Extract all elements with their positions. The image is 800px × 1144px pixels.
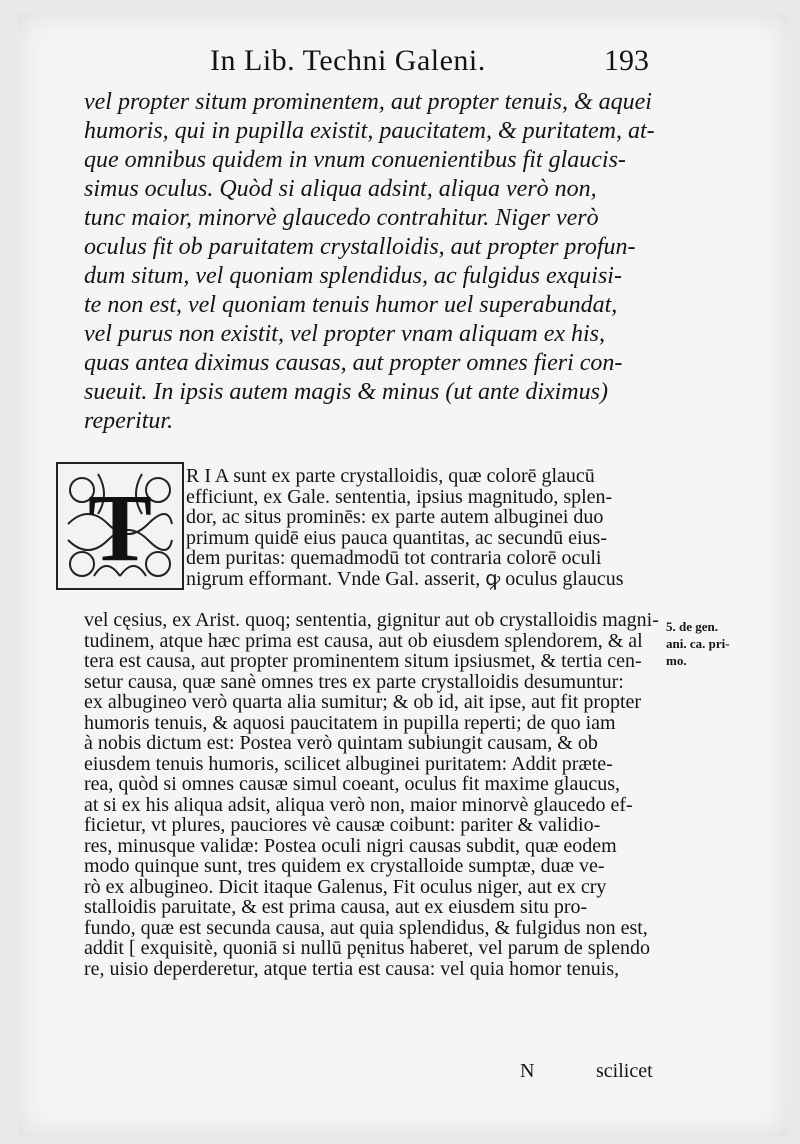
ornament-icon — [58, 464, 182, 588]
signature-mark: N — [520, 1060, 535, 1082]
text-line: addit [ exquisitè, quoniā si nullū pęnitus haberet, vel parum de splendo — [84, 937, 650, 959]
italic-line: vel purus non existit, vel propter vnam aliquam ex his, — [84, 321, 606, 347]
marginal-note-line: 5. de gen. — [666, 619, 718, 634]
italic-line: te non est, vel quoniam tenuis humor uel superabundat, — [84, 292, 618, 318]
marginal-note — [666, 618, 766, 669]
marginal-note-line: ani. ca. pri- — [666, 636, 730, 651]
body-paragraph — [84, 610, 664, 979]
italic-line: que omnibus quidem in vnum conuenientibus fit glaucis- — [84, 147, 626, 173]
text-line: rò ex albugineo. Dicit itaque Galenus, Fit oculus niger, aut ex cry — [84, 875, 607, 898]
text-line: stalloidis paruitate, & est prima causa, aut ex eiusdem situ pro- — [84, 896, 588, 918]
italic-line: humoris, qui in pupilla existit, paucitatem, & puritatem, at- — [84, 118, 655, 144]
text-line: rea, quòd si omnes causæ simul coeant, oculus fit maxime glaucus, — [84, 773, 620, 795]
italic-line: simus oculus. Quòd si aliqua adsint, aliqua verò non, — [84, 176, 597, 202]
text-line: dem puritas: quemadmodū tot contraria colorē oculi — [186, 547, 602, 569]
text-line: à nobis dictum est: Postea verò quintam subiungit causam, & ob — [84, 732, 598, 754]
dropcap-letter: T — [87, 474, 153, 581]
italic-line: oculus fit ob paruitatem crystalloidis, aut propter profun- — [84, 234, 636, 260]
text-line: R I A sunt ex parte crystalloidis, quæ colorē glaucū — [186, 465, 595, 487]
text-line: primum quidē eius pauca quantitas, ac secundū eius- — [186, 526, 607, 549]
text-line: tudinem, atque hæc prima est causa, aut ob eiusdem splendorem, & al — [84, 629, 643, 652]
decorated-initial — [56, 462, 184, 590]
text-line: vel cęsius, ex Arist. quoq; sententia, gignitur aut ob crystalloidis magni- — [84, 609, 659, 631]
italic-line: vel propter situm prominentem, aut propter tenuis, & aquei — [84, 89, 652, 115]
italic-line: quas antea diximus causas, aut propter omnes fieri con- — [84, 350, 623, 376]
text-line: res, minusque validæ: Postea oculi nigri causas subdit, quæ eodem — [84, 834, 617, 857]
text-line: ex albugineo verò quarta alia sumitur; & ob id, ait ipse, aut fit propter — [84, 691, 642, 713]
text-line: fundo, quæ est secunda causa, aut quia splendidus, & fulgidus non est, — [84, 916, 648, 939]
text-line: at si ex his aliqua adsit, aliqua verò non, maior minorvè glaucedo ef- — [84, 793, 633, 816]
italic-line: dum situm, vel quoniam splendidus, ac fulgidus exquisi- — [84, 263, 622, 289]
italic-quotation — [84, 88, 660, 436]
text-line: efficiunt, ex Gale. sententia, ipsius magnitudo, splen- — [186, 485, 613, 508]
italic-line: reperitur. — [84, 408, 174, 434]
italic-line: sueuit. In ipsis autem magis & minus (ut ante diximus) — [84, 379, 608, 405]
text-line: tera est causa, aut propter prominentem situm ipsiusmet, & tertia cen- — [84, 650, 642, 672]
text-line: dor, ac situs prominēs: ex parte autem albuginei duo — [186, 506, 604, 528]
text-line: modo quinque sunt, tres quidem ex crystalloide sumptæ, duæ ve- — [84, 855, 605, 877]
text-line: humoris tenuis, & aquosi paucitatem in pupilla reperti; de quo iam — [84, 711, 616, 734]
page-number: 193 — [604, 44, 649, 77]
text-line: ficietur, vt plures, pauciores vè causæ coibunt: pariter & validio- — [84, 814, 601, 836]
text-line: nigrum efformant. Vnde Gal. asserit, ꝙ oculus glaucus — [186, 567, 624, 590]
first-paragraph — [186, 466, 664, 589]
running-header — [210, 44, 650, 84]
text-line: setur causa, quæ sanè omnes tres ex parte crystalloidis desumuntur: — [84, 670, 624, 693]
italic-line: tunc maior, minorvè glaucedo contrahitur. Niger verò — [84, 205, 599, 231]
catchword: scilicet — [596, 1060, 653, 1082]
text-line: eiusdem tenuis humoris, scilicet albuginei puritatem: Addit præte- — [84, 752, 613, 775]
text-line: re, uisio deperderetur, atque tertia est causa: vel quia homor tenuis, — [84, 957, 620, 980]
running-title: In Lib. Techni Galeni. — [210, 44, 486, 77]
marginal-note-line: mo. — [666, 653, 687, 668]
